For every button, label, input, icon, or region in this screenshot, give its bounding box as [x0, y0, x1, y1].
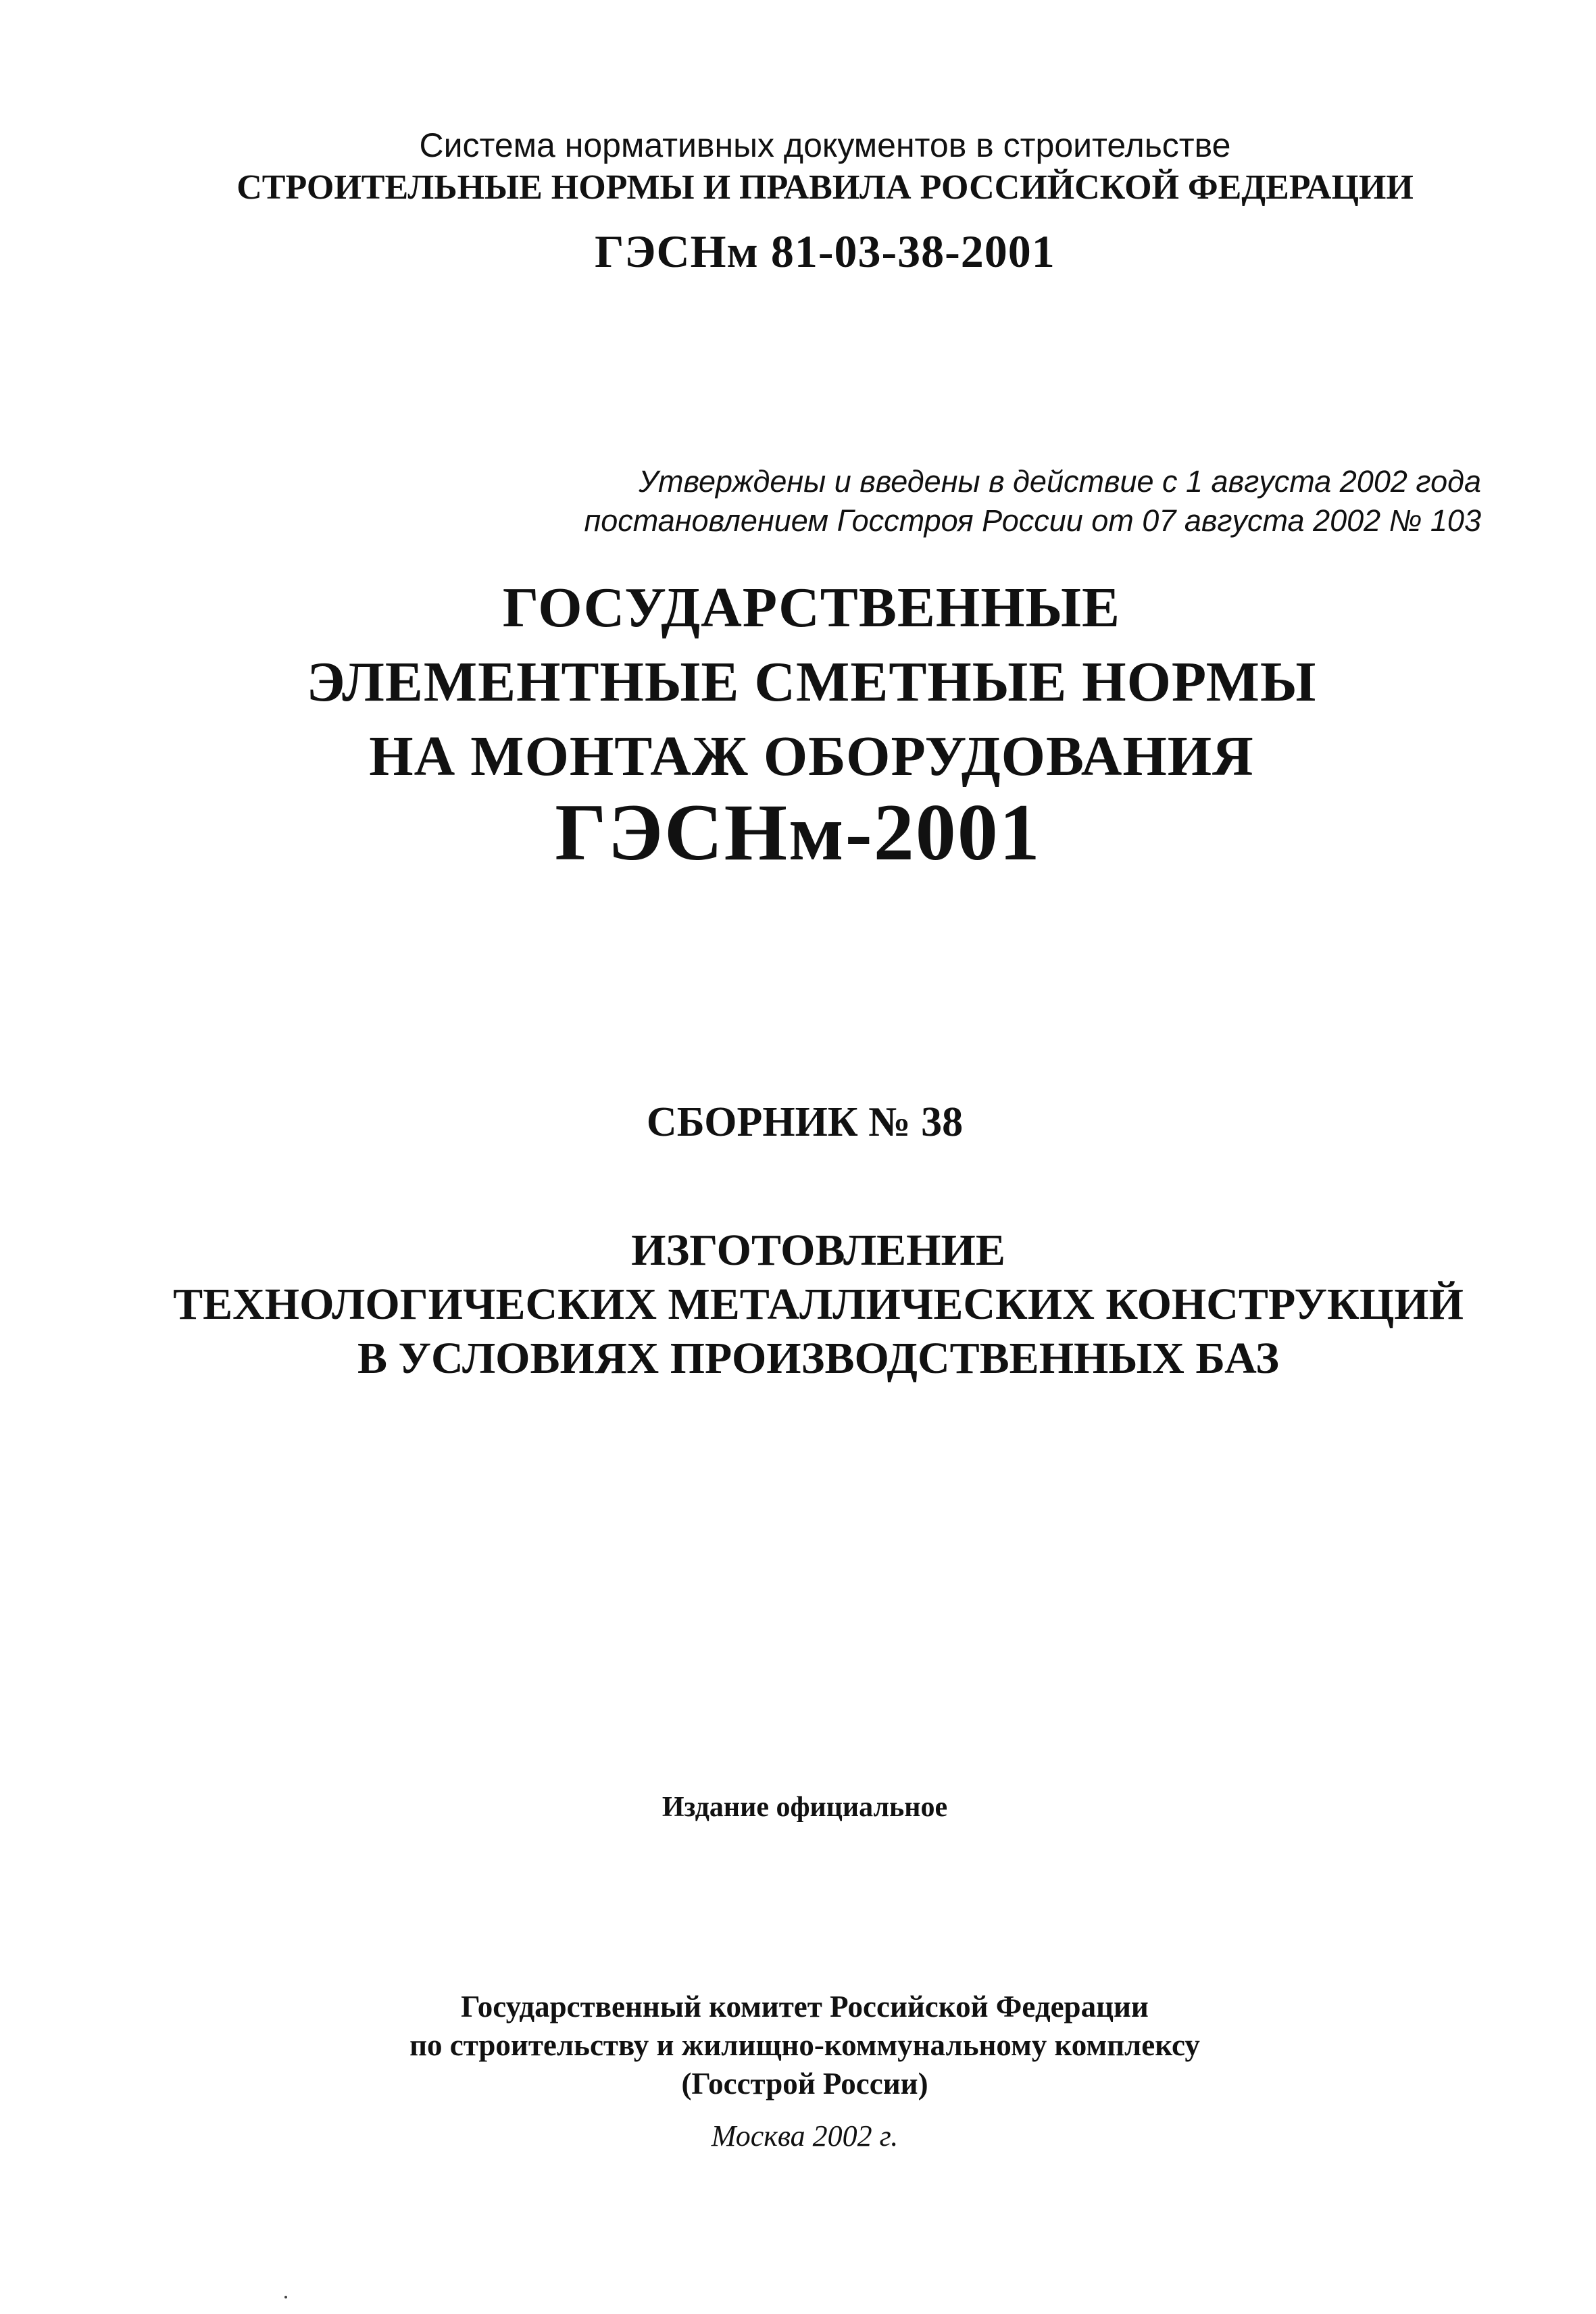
approval-line-1: Утверждены и введены в действие с 1 августа 2002 года	[639, 464, 1481, 499]
title-line-2: ЭЛЕМЕНТНЫЕ СМЕТНЫЕ НОРМЫ	[306, 651, 1317, 713]
title-line-1: ГОСУДАРСТВЕННЫЕ	[502, 576, 1121, 639]
title-line-3: НА МОНТАЖ ОБОРУДОВАНИЯ	[369, 725, 1254, 788]
publisher-line-3: (Госстрой России)	[681, 2067, 928, 2101]
edition-note: Издание официальное	[662, 1792, 948, 1823]
title-code: ГЭСНм-2001	[555, 787, 1041, 877]
system-subtitle: Система нормативных документов в строительстве	[419, 126, 1231, 164]
scan-speck	[284, 2296, 287, 2298]
subject-line-3: В УСЛОВИЯХ ПРОИЗВОДСТВЕННЫХ БАЗ	[357, 1334, 1279, 1383]
document-code: ГЭСНм 81-03-38-2001	[595, 226, 1055, 277]
publisher-line-2: по строительству и жилищно-коммунальному комплексу	[409, 2028, 1200, 2062]
approval-line-2: постановлением Госстроя России от 07 августа 2002 № 103	[584, 503, 1481, 538]
collection-label: СБОРНИК № 38	[646, 1099, 964, 1145]
publisher-line-1: Государственный комитет Российской Федерации	[461, 1990, 1149, 2023]
subject-line-1: ИЗГОТОВЛЕНИЕ	[631, 1226, 1005, 1275]
subject-line-2: ТЕХНОЛОГИЧЕСКИХ МЕТАЛЛИЧЕСКИХ КОНСТРУКЦИЙ	[173, 1280, 1464, 1329]
city-year: Москва 2002 г.	[711, 2119, 899, 2153]
snip-heading: СТРОИТЕЛЬНЫЕ НОРМЫ И ПРАВИЛА РОССИЙСКОЙ ФЕДЕРАЦИИ	[236, 168, 1414, 207]
